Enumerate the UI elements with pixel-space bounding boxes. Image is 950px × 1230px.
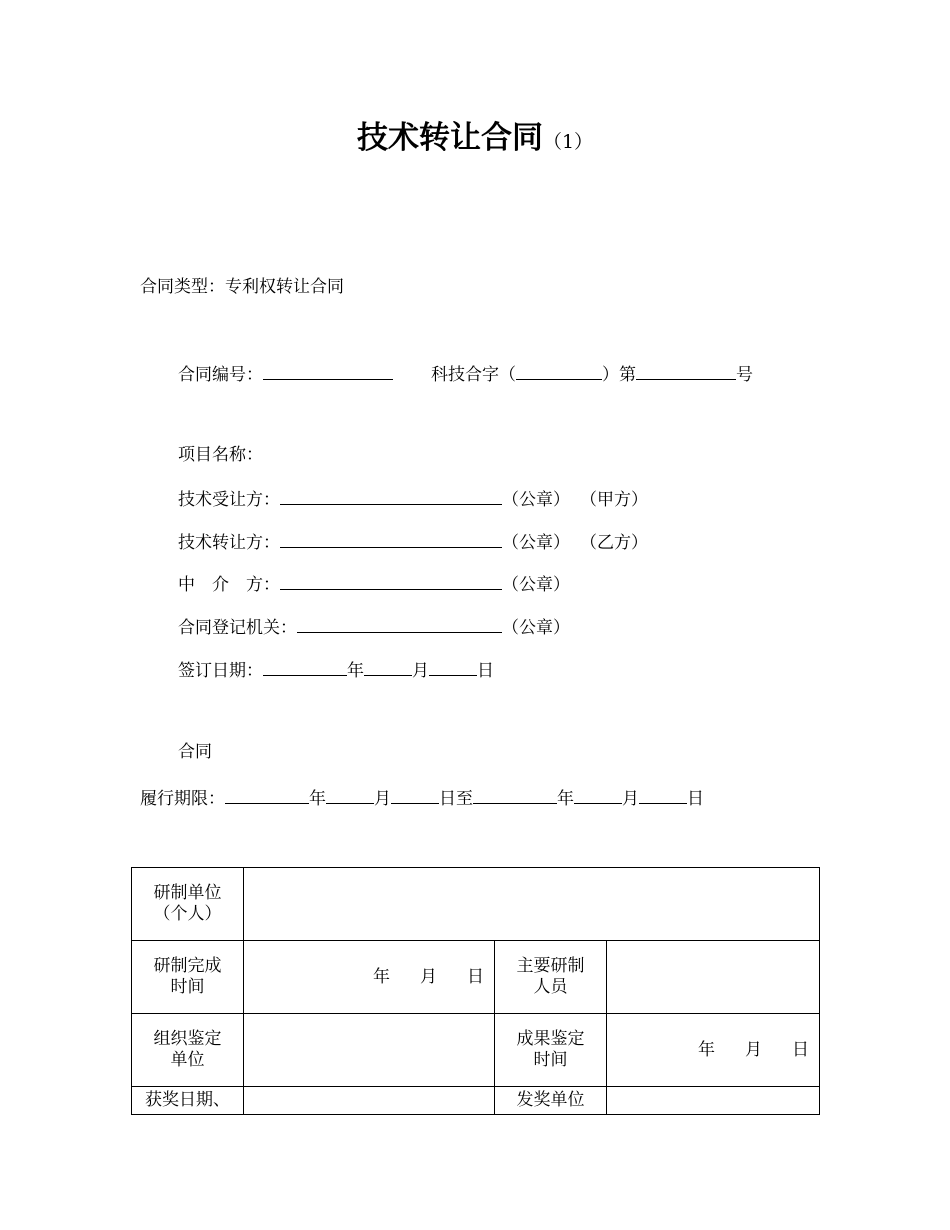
party-label: 合同登记机关： xyxy=(178,618,297,638)
party-label: 技术受让方： xyxy=(178,490,280,510)
term-end-day-field[interactable] xyxy=(639,785,687,804)
party-seller-field[interactable] xyxy=(280,529,502,548)
award-date-label-cell: 获奖日期、 xyxy=(132,1087,244,1115)
appraisal-org-label-cell xyxy=(132,1014,244,1087)
year-label: 年 xyxy=(557,789,574,809)
table-row xyxy=(132,1087,820,1115)
date-day: 日 xyxy=(467,966,484,987)
title-suffix: （1） xyxy=(542,131,594,153)
date-month: 月 xyxy=(745,1039,763,1060)
date-day: 日 xyxy=(792,1039,810,1060)
term-line xyxy=(140,785,704,810)
party-seller-line xyxy=(178,529,648,554)
sign-day-field[interactable] xyxy=(429,657,477,676)
award-date-value-cell[interactable] xyxy=(244,1087,495,1115)
completion-time-line2: 时间 xyxy=(170,977,205,997)
sign-month-field[interactable] xyxy=(364,657,412,676)
table-row xyxy=(132,1014,820,1087)
award-org-value-cell[interactable] xyxy=(607,1087,820,1115)
term-prefix: 合同 xyxy=(178,742,212,762)
party-buyer-line xyxy=(178,486,648,511)
sign-date-label: 签订日期： xyxy=(178,661,263,681)
contract-number-line xyxy=(178,361,753,386)
term-end-month-field[interactable] xyxy=(574,785,622,804)
party-label: 中 介 方： xyxy=(178,575,280,595)
appraisal-time-line1: 成果鉴定 xyxy=(516,1029,585,1049)
di-label: ）第 xyxy=(602,365,636,385)
sign-date-line xyxy=(178,657,494,682)
appraisal-org-value-cell[interactable] xyxy=(244,1014,495,1087)
role-label: （乙方） xyxy=(580,533,648,553)
date-year: 年 xyxy=(698,1039,716,1060)
registration-field[interactable] xyxy=(297,614,502,633)
party-agent-field[interactable] xyxy=(280,571,502,590)
role-label: （甲方） xyxy=(580,490,648,510)
developer-label-line2: （个人） xyxy=(153,904,222,924)
main-developers-value-cell[interactable] xyxy=(607,941,820,1014)
project-name-label: 项目名称： xyxy=(178,445,263,465)
developer-label-line1: 研制单位 xyxy=(153,883,222,903)
date-year: 年 xyxy=(373,966,390,987)
keji-label: 科技合字（ xyxy=(431,365,516,385)
day-label: 日 xyxy=(477,661,494,681)
completion-time-label-cell xyxy=(132,941,244,1014)
contract-type-label: 合同类型： xyxy=(140,277,225,297)
contract-type-value: 专利权转让合同 xyxy=(225,277,344,297)
title-main: 技术转让合同 xyxy=(356,120,543,156)
project-name-line xyxy=(178,444,263,466)
appraisal-time-label-cell xyxy=(495,1014,607,1087)
main-developers-line1: 主要研制 xyxy=(516,956,585,976)
party-buyer-field[interactable] xyxy=(280,486,502,505)
project-info-table xyxy=(131,867,820,1115)
appraisal-org-line1: 组织鉴定 xyxy=(153,1029,222,1049)
main-developers-label-cell xyxy=(495,941,607,1014)
party-agent-line xyxy=(178,571,570,596)
appraisal-time-value-cell[interactable] xyxy=(607,1014,820,1087)
term-start-month-field[interactable] xyxy=(326,785,374,804)
keji-field[interactable] xyxy=(516,361,602,380)
contract-type-line xyxy=(140,276,344,298)
to-label: 日至 xyxy=(439,789,473,809)
month-label: 月 xyxy=(412,661,429,681)
document-title xyxy=(0,112,950,157)
table-row xyxy=(132,868,820,941)
table-row xyxy=(132,941,820,1014)
seal-label: （公章） xyxy=(502,490,570,510)
day-label: 日 xyxy=(687,789,704,809)
contract-number-label: 合同编号： xyxy=(178,365,263,385)
term-start-year-field[interactable] xyxy=(225,785,309,804)
term-end-year-field[interactable] xyxy=(473,785,557,804)
party-label: 技术转让方： xyxy=(178,533,280,553)
term-start-day-field[interactable] xyxy=(391,785,439,804)
completion-time-line1: 研制完成 xyxy=(153,956,222,976)
month-label: 月 xyxy=(374,789,391,809)
year-label: 年 xyxy=(347,661,364,681)
developer-label-cell xyxy=(132,868,244,941)
contract-number-field[interactable] xyxy=(263,361,393,380)
sign-year-field[interactable] xyxy=(263,657,347,676)
registration-line xyxy=(178,614,570,639)
term-label: 履行期限： xyxy=(140,789,225,809)
developer-value-cell[interactable] xyxy=(244,868,820,941)
hao-label: 号 xyxy=(736,365,753,385)
month-label: 月 xyxy=(622,789,639,809)
appraisal-org-line2: 单位 xyxy=(170,1050,205,1070)
seal-label: （公章） xyxy=(502,533,570,553)
di-field[interactable] xyxy=(636,361,736,380)
main-developers-line2: 人员 xyxy=(533,977,568,997)
date-month: 月 xyxy=(420,966,437,987)
year-label: 年 xyxy=(309,789,326,809)
completion-time-value-cell[interactable] xyxy=(244,941,495,1014)
seal-label: （公章） xyxy=(502,575,570,595)
appraisal-time-line2: 时间 xyxy=(533,1050,568,1070)
award-org-label-cell: 发奖单位 xyxy=(495,1087,607,1115)
seal-label: （公章） xyxy=(502,618,570,638)
